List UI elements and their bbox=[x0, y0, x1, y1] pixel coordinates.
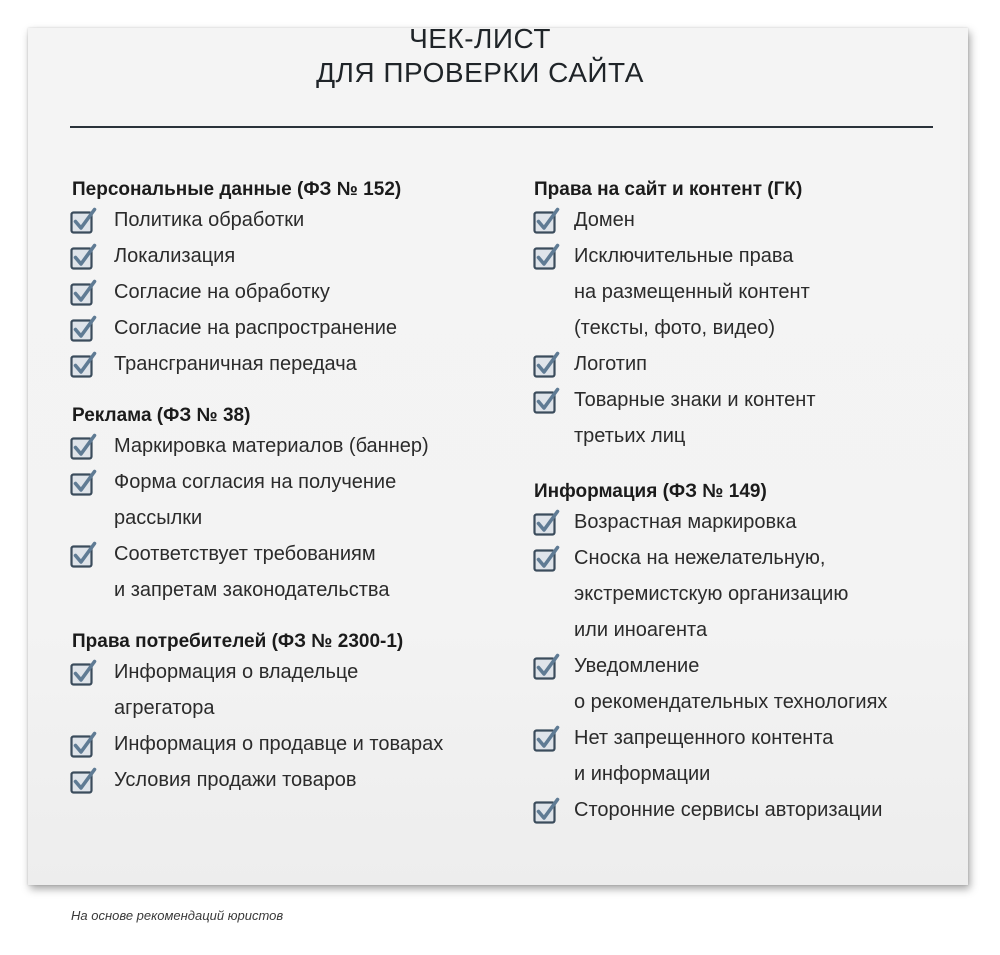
title-divider bbox=[70, 126, 933, 128]
checklist-item bbox=[72, 536, 502, 608]
checklist-item-text: Возрастная маркировка bbox=[574, 511, 797, 533]
checklist-item-text: Нет запрещенного контента bbox=[574, 727, 834, 749]
checkbox-checked-icon bbox=[69, 351, 97, 379]
checklist-item bbox=[72, 428, 502, 464]
checklist-item-text: Трансграничная передача bbox=[114, 353, 357, 375]
checklist-item-text: (тексты, фото, видео) bbox=[574, 317, 776, 339]
checkbox-checked-icon bbox=[532, 207, 560, 235]
checkbox-checked-icon bbox=[532, 509, 560, 537]
checklist-item-text: о рекомендательных технологиях bbox=[574, 691, 888, 713]
checklist-item-text: экстремистскую организацию bbox=[574, 583, 849, 605]
checkbox-checked-icon bbox=[69, 315, 97, 343]
checklist-item bbox=[534, 238, 944, 346]
checklist-item-text: Информация о продавце и товарах bbox=[114, 733, 444, 755]
checklist-item-text: Согласие на обработку bbox=[114, 281, 330, 303]
checkbox-checked-icon bbox=[532, 351, 560, 379]
checklist-item-text: Логотип bbox=[574, 353, 647, 375]
checkbox-checked-icon bbox=[69, 731, 97, 759]
checklist-item-text: рассылки bbox=[114, 507, 203, 529]
checklist-item bbox=[72, 274, 502, 310]
checklist-item bbox=[534, 540, 944, 648]
checklist-item bbox=[72, 762, 502, 798]
checklist-item-text: третьих лиц bbox=[574, 425, 686, 447]
checklist-item-text: Соответствует требованиям bbox=[114, 543, 376, 565]
checklist-item-text: Маркировка материалов (баннер) bbox=[114, 435, 429, 457]
checklist-item-text: Форма согласия на получение bbox=[114, 471, 397, 493]
checklist-item bbox=[72, 654, 502, 726]
checklist-item bbox=[534, 792, 944, 828]
checklist-item bbox=[72, 464, 502, 536]
section-heading: Права потребителей (ФЗ № 2300-1) bbox=[72, 631, 404, 652]
checklist-item bbox=[534, 504, 944, 540]
checklist-item-text: или иноагента bbox=[574, 619, 708, 641]
checklist-item-text: Согласие на распространение bbox=[114, 317, 398, 339]
checkbox-checked-icon bbox=[532, 797, 560, 825]
left-column bbox=[72, 178, 502, 820]
checklist-item-text: Уведомление bbox=[574, 655, 700, 677]
checkbox-checked-icon bbox=[69, 469, 97, 497]
checklist-item bbox=[72, 238, 502, 274]
section-heading: Реклама (ФЗ № 38) bbox=[72, 405, 251, 426]
checkbox-checked-icon bbox=[69, 433, 97, 461]
checklist-item bbox=[534, 382, 944, 454]
checklist-item bbox=[534, 202, 944, 238]
checklist-item bbox=[534, 720, 944, 792]
checklist-item-text: на размещенный контент bbox=[574, 281, 810, 303]
checklist-item bbox=[72, 202, 502, 238]
checklist-section bbox=[72, 630, 502, 798]
section-heading: Персональные данные (ФЗ № 152) bbox=[72, 179, 402, 200]
checklist-item-text: Политика обработки bbox=[114, 209, 305, 231]
checkbox-checked-icon bbox=[532, 725, 560, 753]
checkbox-checked-icon bbox=[69, 279, 97, 307]
checklist-item bbox=[534, 346, 944, 382]
checklist-item-text: Домен bbox=[574, 209, 635, 231]
checklist-section bbox=[534, 178, 944, 454]
checkbox-checked-icon bbox=[532, 653, 560, 681]
title-line-1: ЧЕК-ЛИСТ bbox=[409, 23, 551, 54]
checkbox-checked-icon bbox=[69, 207, 97, 235]
checkbox-checked-icon bbox=[69, 767, 97, 795]
title-line-2: ДЛЯ ПРОВЕРКИ САЙТА bbox=[316, 57, 644, 88]
checklist-item bbox=[72, 726, 502, 762]
footnote: На основе рекомендаций юристов bbox=[71, 908, 284, 923]
checklist-item bbox=[534, 648, 944, 720]
checklist-item-text: Информация о владельце bbox=[114, 661, 359, 683]
checklist-item-text: Условия продажи товаров bbox=[114, 769, 357, 791]
right-column bbox=[534, 178, 944, 854]
checkbox-checked-icon bbox=[69, 659, 97, 687]
checklist-item-text: и запретам законодательства bbox=[114, 579, 390, 601]
checkbox-checked-icon bbox=[532, 387, 560, 415]
checklist-section bbox=[72, 178, 502, 382]
checkbox-checked-icon bbox=[69, 541, 97, 569]
checklist-item-text: агрегатора bbox=[114, 697, 215, 719]
checkbox-checked-icon bbox=[532, 545, 560, 573]
page-title bbox=[0, 22, 960, 90]
checklist-item-text: Локализация bbox=[114, 245, 236, 267]
checklist-section bbox=[72, 404, 502, 608]
checklist-item bbox=[72, 310, 502, 346]
checklist-section bbox=[534, 480, 944, 828]
checkbox-checked-icon bbox=[532, 243, 560, 271]
checklist-item-text: Исключительные права bbox=[574, 245, 794, 267]
section-heading: Информация (ФЗ № 149) bbox=[534, 481, 767, 502]
checklist-item-text: Сноска на нежелательную, bbox=[574, 547, 826, 569]
checklist-item-text: и информации bbox=[574, 763, 711, 785]
checklist-item bbox=[72, 346, 502, 382]
checklist-item-text: Товарные знаки и контент bbox=[574, 389, 816, 411]
checkbox-checked-icon bbox=[69, 243, 97, 271]
checklist-item-text: Сторонние сервисы авторизации bbox=[574, 799, 883, 821]
section-heading: Права на сайт и контент (ГК) bbox=[534, 179, 803, 200]
